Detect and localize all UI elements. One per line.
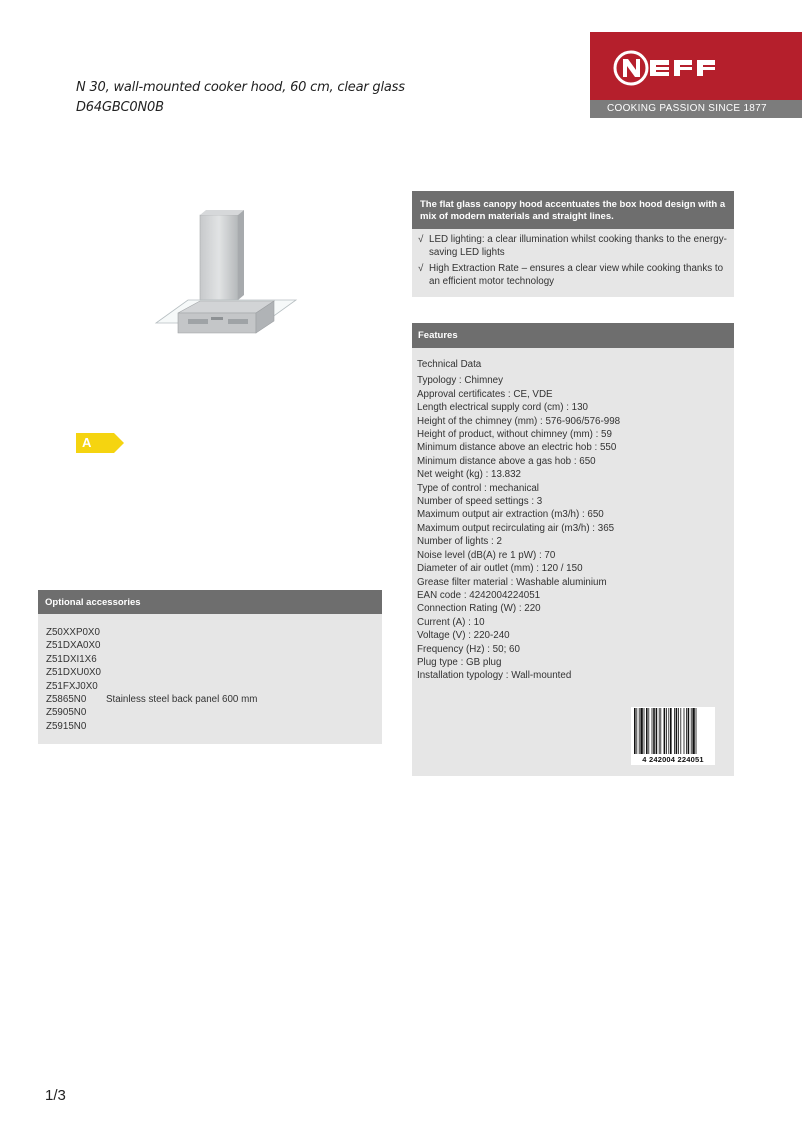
spec-item: Approval certificates : CE, VDE [417, 388, 553, 400]
product-title [76, 78, 405, 118]
spec-item: Height of the chimney (mm) : 576-906/576-998 [417, 415, 621, 427]
accessory-code: Z5915N0 [46, 720, 87, 732]
intro-panel [412, 191, 734, 297]
feature-bullet-text: LED lighting: a clear illumination whilst cooking thanks to the energy-saving LED lights [429, 234, 727, 258]
accessories-list [46, 626, 257, 733]
spec-item: Diameter of air outlet (mm) : 120 / 150 [417, 563, 583, 575]
energy-rating-letter: A [82, 435, 92, 450]
accessory-description: Stainless steel back panel 600 mm [106, 694, 258, 706]
spec-item: Maximum output air extraction (m3/h) : 650 [417, 509, 604, 521]
feature-bullet [418, 263, 728, 288]
spec-item: Frequency (Hz) : 50; 60 [417, 643, 520, 655]
accessory-code: Z51DXU0X0 [46, 667, 101, 679]
check-icon: √ [418, 263, 424, 274]
cooker-hood-image [148, 205, 308, 345]
accessory-row [46, 706, 257, 719]
spec-item: Typology : Chimney [417, 375, 504, 387]
ean-barcode [631, 707, 715, 765]
check-icon: √ [418, 234, 424, 245]
feature-bullet [418, 234, 728, 259]
barcode-bars-icon [631, 707, 715, 755]
spec-item: Minimum distance above a gas hob : 650 [417, 455, 596, 467]
accessory-code: Z5865N0 [46, 694, 87, 706]
accessory-row [46, 639, 257, 652]
spec-item: Grease filter material : Washable aluminium [417, 576, 607, 588]
accessory-row [46, 626, 257, 639]
spec-item: Number of lights : 2 [417, 536, 502, 548]
features-heading: Features [412, 323, 734, 348]
feature-bullet-text: High Extraction Rate – ensures a clear view while cooking thanks to an efficient motor technology [429, 263, 724, 287]
accessories-heading: Optional accessories [38, 590, 382, 614]
accessory-code: Z50XXP0X0 [46, 627, 100, 638]
accessory-code: Z5905N0 [46, 707, 87, 719]
accessory-row [46, 720, 257, 733]
brand-tagline: COOKING PASSION SINCE 1877 [607, 103, 767, 114]
feature-bullets [412, 229, 734, 288]
accessory-row [46, 680, 257, 693]
spec-item: Installation typology : Wall-mounted [417, 670, 572, 682]
spec-list [417, 374, 620, 682]
spec-item: Maximum output recirculating air (m3/h) : 365 [417, 522, 615, 534]
intro-headline: The flat glass canopy hood accentuates the box hood design with a mix of modern materials and straight lines. [412, 191, 734, 229]
spec-item: Type of control : mechanical [417, 482, 539, 494]
spec-item: Connection Rating (W) : 220 [417, 603, 541, 615]
spec-item: Minimum distance above an electric hob : 550 [417, 442, 617, 454]
accessory-code: Z51FXJ0X0 [46, 680, 98, 692]
spec-item: Height of product, without chimney (mm) : 59 [417, 429, 612, 441]
product-model-number: D64GBC0N0B [76, 100, 164, 115]
page-number: 1/3 [45, 1087, 66, 1104]
accessory-code: Z51DXA0X0 [46, 640, 101, 652]
spec-item: Voltage (V) : 220-240 [417, 630, 510, 642]
accessory-row [46, 653, 257, 666]
energy-rating-badge [76, 433, 124, 453]
spec-item: EAN code : 4242004224051 [417, 589, 541, 601]
accessory-row [46, 666, 257, 679]
neff-logo-mark-icon [590, 32, 802, 100]
spec-item: Current (A) : 10 [417, 616, 485, 628]
product-title-line1: N 30, wall-mounted cooker hood, 60 cm, clear glass [76, 80, 405, 95]
spec-item: Net weight (kg) : 13.832 [417, 469, 522, 481]
technical-data-title: Technical Data [417, 359, 482, 370]
spec-item: Noise level (dB(A) re 1 pW) : 70 [417, 549, 556, 561]
spec-item: Number of speed settings : 3 [417, 496, 543, 508]
technical-data [417, 358, 620, 683]
neff-logo [590, 32, 802, 118]
accessories-panel [38, 590, 382, 744]
barcode-number: 4 242004 224051 [642, 755, 704, 764]
spec-item: Plug type : GB plug [417, 656, 502, 668]
accessory-code: Z51DXI1X6 [46, 653, 97, 665]
spec-item: Length electrical supply cord (cm) : 130 [417, 402, 588, 414]
accessory-row [46, 693, 257, 706]
